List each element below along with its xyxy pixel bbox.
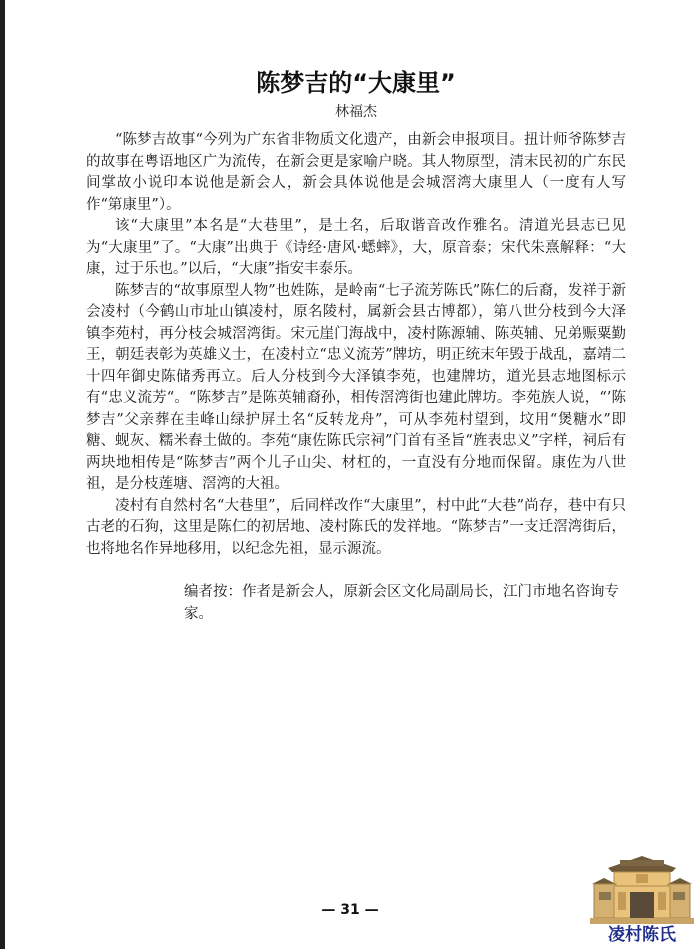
article-paragraph: 该“大康里”本名是“大巷里”，是土名，后取谐音改作雅名。清道光县志已见为“大康里”了。“大康”出典于《诗经·唐风·蟋蟀》，大，原音泰；宋代朱熹解释：“大康，过于乐也。”以后，“大康”指安丰泰乐。 [86,218,626,277]
article-paragraph: 凌村有自然村名“大巷里”，后同样改作“大康里”，村中此“大巷”尚存，巷中有只古老的石狗，这里是陈仁的初居地、凌村陈氏的发祥地。“陈梦吉”一支迁滘湾街后，也将地名作异地移用，以纪念先祖，显示源流。 [86,497,626,557]
memorial-archway-icon [590,852,694,944]
page-edge [0,0,5,949]
article-author: 林福杰 [335,104,377,120]
page-number: — 31 — [321,902,379,918]
article-paragraph: “陈梦吉故事“今列为广东省非物质文化遗产，由新会申报项目。扭计师爷陈梦吉的故事在粤语地区广为流传，在新会更是家喻户晓。其人物原型，清末民初的广东民间掌故小说印本说他是新会人，新会具体说他是会城滘湾大康里人（一度有人写作“第康里”）。 [86,132,626,213]
editor-note: 编者按：作者是新会人，原新会区文化局副局长，江门市地名咨询专家。 [184,584,619,622]
logo-text: 凌村陈氏 [608,925,676,944]
article-title: 陈梦吉的“大康里” [256,69,456,97]
article-paragraph: 陈梦吉的“故事原型人物”也姓陈，是岭南“七子流芳陈氏”陈仁的后裔，发祥于新会凌村（今鹤山市址山镇凌村，原名陵村，属新会县古博都），第八世分枝到今大泽镇李苑村，再分枝会城滘湾街。宋元崖门海战中，凌村陈源辅、陈英辅、兄弟赈粟勤王，朝廷表彰为英雄义士，在凌村立“忠义流芳”牌坊，明正统末年毁于战乱，嘉靖二十四年御史陈储秀再立。后人分枝到今大泽镇李苑，也建牌坊，道光县志地图标示有“忠义流芳“。“陈梦吉”是陈英辅裔孙，相传滘湾街也建此牌坊。李苑族人说，“’陈梦吉”父亲葬在圭峰山绿护屏土名“反转龙舟”，可从李苑村望到，坟用“煲糖水”即糖、蚬灰、糯米舂土做的。李苑“康佐陈氏宗祠”门首有圣旨“旌表忠义”字样，祠后有两块地相传是“陈梦吉”两个儿子山尖、材杠的，一直没有分地而保留。康佐为八世祖，是分枝莲塘、滘湾的大祖。 [86,282,626,492]
article [86,66,626,625]
